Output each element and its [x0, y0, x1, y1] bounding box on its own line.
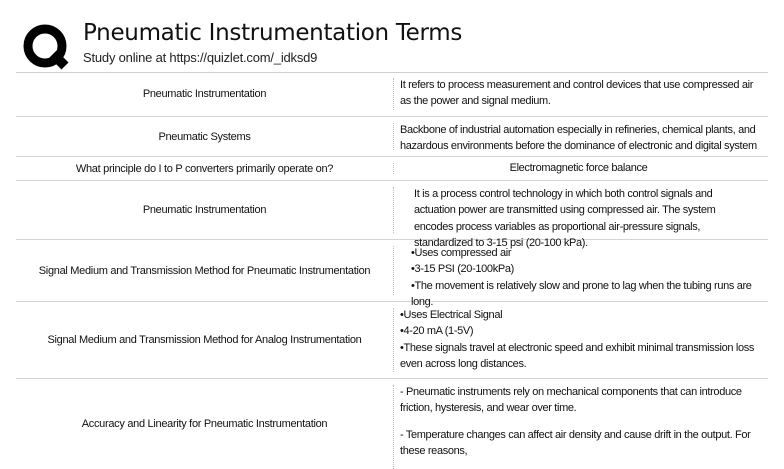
column-divider	[393, 78, 394, 110]
column-divider	[393, 385, 394, 469]
table-row	[16, 302, 768, 379]
term-cell: Pneumatic Instrumentation	[142, 88, 267, 100]
bullet-item: • These signals travel at electronic speed and exhibit minimal transmission loss even across long distances.	[400, 340, 762, 373]
definition-cell	[395, 240, 762, 311]
column-divider	[393, 163, 394, 174]
bullet-list	[400, 307, 762, 373]
table-row	[16, 117, 768, 157]
term-cell: What principle do I to P converters primarily operate on?	[75, 162, 334, 175]
definition-text: Electromagnetic force balance	[509, 162, 648, 174]
table-row	[16, 157, 768, 181]
definition-cell	[395, 72, 762, 110]
definition-text: - Temperature changes can affect air density and cause drift in the output. For these reasons,	[400, 428, 751, 458]
definition-cell	[395, 117, 762, 155]
bullet-item: • Uses Electrical Signal	[400, 307, 762, 323]
table-row	[16, 181, 768, 250]
term-cell: Accuracy and Linearity for Pneumatic Instrumentation	[81, 418, 328, 430]
table-row	[16, 72, 768, 117]
term-cell: Signal Medium and Transmission Method for Pneumatic Instrumentation	[38, 264, 371, 277]
bullet-item: • 4-20 mA (1-5V)	[400, 323, 762, 339]
header	[0, 0, 784, 72]
table-row	[16, 379, 768, 469]
definition-text: It refers to process measurement and control devices that use compressed air as the power and signal medium.	[400, 79, 754, 108]
term-cell: Pneumatic Instrumentation	[142, 204, 267, 216]
definition-text: It is a process control technology in which both control signals and actuation power are transmitted using compressed air. The system encodes process variables as proportional air-pressure signals, standardized to 3-15 psi (20-100 kPa).	[414, 188, 716, 250]
definition-cell	[395, 379, 762, 460]
quizlet-logo-icon	[20, 22, 74, 72]
study-link[interactable]: Study online at https://quizlet.com/_idksd9	[83, 50, 318, 65]
definition-text: - Pneumatic instruments rely on mechanical components that can introduce friction, hysteresis, and wear over time.	[400, 386, 742, 415]
definition-text: Backbone of industrial automation especially in refineries, chemical plants, and hazardous environments before the dominance of electronic and digital system	[400, 124, 757, 153]
term-cell: Pneumatic Systems	[158, 130, 251, 143]
definition-cell	[395, 157, 762, 176]
definition-cell	[395, 302, 762, 373]
column-divider	[393, 187, 394, 233]
column-divider	[393, 123, 394, 150]
column-divider	[393, 308, 394, 372]
column-divider	[393, 246, 394, 295]
bullet-list	[395, 245, 762, 311]
bullet-item: • The movement is relatively slow and prone to lag when the tubing runs are long.	[411, 278, 762, 311]
terms-table	[16, 72, 768, 469]
bullet-item: • 3-15 PSI (20-100kPa)	[411, 261, 762, 277]
table-row	[16, 240, 768, 309]
page-title: Pneumatic Instrumentation Terms	[83, 20, 463, 46]
bullet-item: • Uses compressed air	[411, 245, 762, 261]
term-cell: Signal Medium and Transmission Method for Analog Instrumentation	[47, 334, 362, 346]
